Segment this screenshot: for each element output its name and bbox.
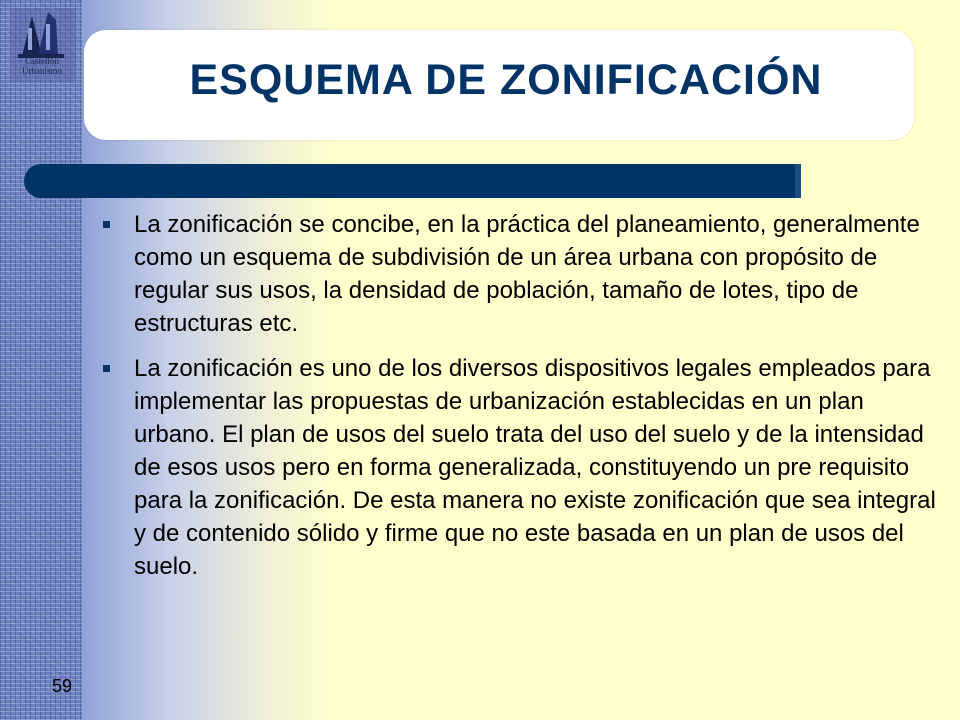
slide-title: ESQUEMA DE ZONIFICACIÓN: [189, 56, 823, 104]
bullet-text: La zonificación es uno de los diversos dispositivos legales empleados para implementar las propuestas de urbanización establecidas en un plan urbano. El plan de usos del suelo trata del uso del suelo y de la intensidad de esos usos pero en forma generalizada, constituyendo un pre requisito para la zonificación. De esta manera no existe zonificación que sea integral y de contenido sólido y firme que no este basada en un plan de usos del suelo.: [134, 355, 936, 580]
square-bullet-icon: [103, 365, 110, 372]
square-bullet-icon: [103, 221, 110, 228]
bullet-item: [100, 208, 940, 340]
title-underline-bar: [24, 164, 799, 198]
left-textured-panel: [0, 0, 82, 720]
bullet-text: La zonificación se concibe, en la práctica del planeamiento, generalmente como un esquema de subdivisión de un área urbana con propósito de regular sus usos, la densidad de población, tamaño de lotes, tipo de estructuras etc.: [134, 211, 920, 337]
bullet-list: [100, 208, 940, 595]
logo-caption: [10, 56, 74, 76]
title-bar-edge: [795, 164, 801, 198]
page-number: 59: [52, 676, 73, 696]
bullet-item: [100, 352, 940, 583]
logo-text-line: Castellón: [25, 56, 59, 66]
logo-text-line: Urbanismo: [22, 66, 62, 76]
